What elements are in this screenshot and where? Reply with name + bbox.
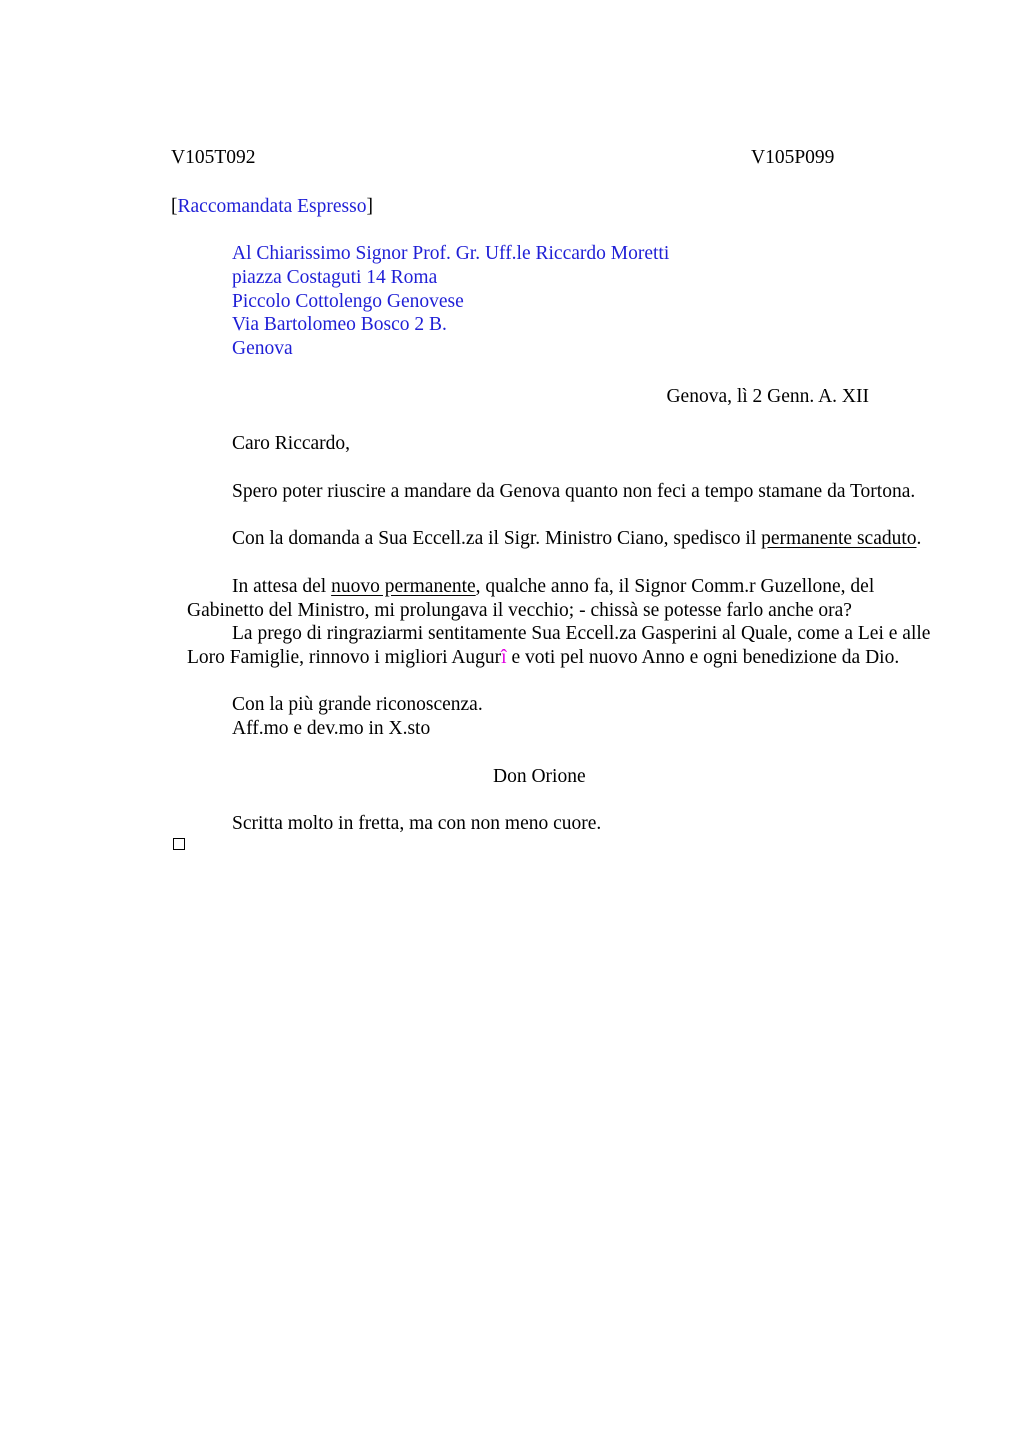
document-code-left: V105T092 — [171, 147, 256, 168]
closing-line-2: Aff.mo e dev.mo in X.sto — [232, 718, 431, 739]
delivery-note-open-bracket: [ — [171, 196, 178, 217]
closing-line-1: Con la più grande riconoscenza. — [232, 694, 483, 715]
address-line-1: Al Chiarissimo Signor Prof. Gr. Uff.le Riccardo Moretti — [232, 243, 670, 264]
address-line-3: Piccolo Cottolengo Genovese — [232, 291, 464, 312]
highlighted-character: î — [501, 646, 507, 668]
postscript: Scritta molto in fretta, ma con non meno cuore. — [232, 813, 602, 834]
body-paragraph-3 — [187, 575, 932, 622]
body-paragraph-4-rest: e voti pel nuovo Anno e ogni benedizione da Dio. — [506, 646, 900, 668]
body-paragraph-3-start: In attesa del — [232, 576, 332, 597]
address-line-2: piazza Costaguti 14 Roma — [232, 267, 438, 288]
delivery-note-text: Raccomandata Espresso — [177, 196, 367, 217]
signature: Don Orione — [493, 766, 586, 787]
body-paragraph-2-end: . — [916, 528, 922, 549]
empty-square-marker — [173, 838, 185, 850]
delivery-note-close-bracket: ] — [366, 196, 373, 217]
underlined-permanente-scaduto: permanente scaduto — [761, 528, 917, 549]
address-line-4: Via Bartolomeo Bosco 2 B. — [232, 314, 447, 335]
delivery-note — [171, 195, 373, 219]
document-code-right: V105P099 — [751, 147, 835, 168]
body-paragraph-1: Spero poter riuscire a mandare da Genova quanto non feci a tempo stamane da Tortona. — [232, 481, 916, 502]
address-line-5: Genova — [232, 338, 293, 359]
body-paragraph-3-rest: , qualche anno fa, il Signor Comm.r Guzellone, del Gabinetto del Ministro, mi prolungava il vecchio; - chissà se potesse farlo anche ora? — [187, 576, 875, 621]
body-paragraph-2-text: Con la domanda a Sua Eccell.za il Sigr. Ministro Ciano, spedisco il — [232, 528, 762, 549]
body-paragraph-4 — [187, 622, 932, 669]
body-paragraph-2 — [187, 527, 932, 551]
salutation: Caro Riccardo, — [232, 433, 351, 454]
date-line: Genova, lì 2 Genn. A. XII — [666, 386, 869, 407]
underlined-nuovo-permanente: nuovo permanente — [331, 576, 476, 597]
body-paragraph-4-start: La prego di ringraziarmi sentitamente Sua Eccell.za Gasperini al Quale, come a Lei e alle Loro Famiglie, rinnovo i migliori Augur — [187, 623, 931, 668]
